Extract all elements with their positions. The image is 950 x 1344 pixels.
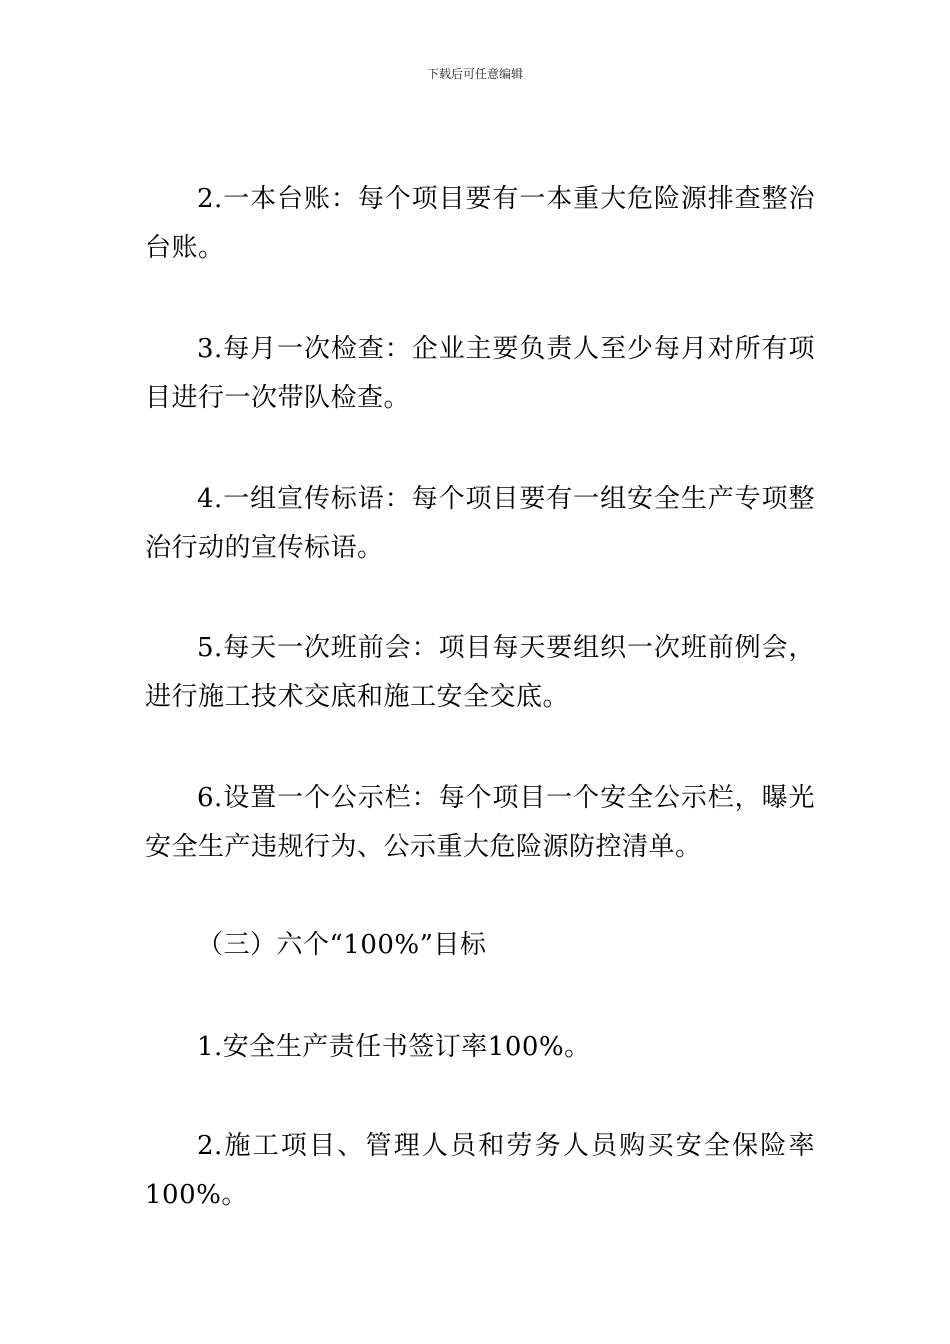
- paragraph-responsibility-rate: 1.安全生产责任书签订率100%。: [197, 1032, 591, 1062]
- paragraph-daily-meeting: 5.每天一次班前会：项目每天要组织一次班前例会，进行施工技术交底和施工安全交底。: [145, 633, 815, 712]
- paragraph-insurance-rate: 2.施工项目、管理人员和劳务人员购买安全保险率100%。: [145, 1131, 815, 1210]
- paragraph-ledger: 2.一本台账：每个项目要有一本重大危险源排查整治台账。: [145, 184, 815, 263]
- page-header-note: 下载后可任意编辑: [426, 67, 523, 81]
- paragraph-monthly-inspection: 3.每月一次检查：企业主要负责人至少每月对所有项目进行一次带队检查。: [145, 334, 815, 413]
- paragraph-notice-board: 6.设置一个公示栏：每个项目一个安全公示栏，曝光安全生产违规行为、公示重大危险源防控清单。: [145, 783, 815, 862]
- section-heading-six-targets: （三）六个“100%”目标: [197, 930, 487, 960]
- paragraph-slogans: 4.一组宣传标语：每个项目要有一组安全生产专项整治行动的宣传标语。: [145, 484, 815, 563]
